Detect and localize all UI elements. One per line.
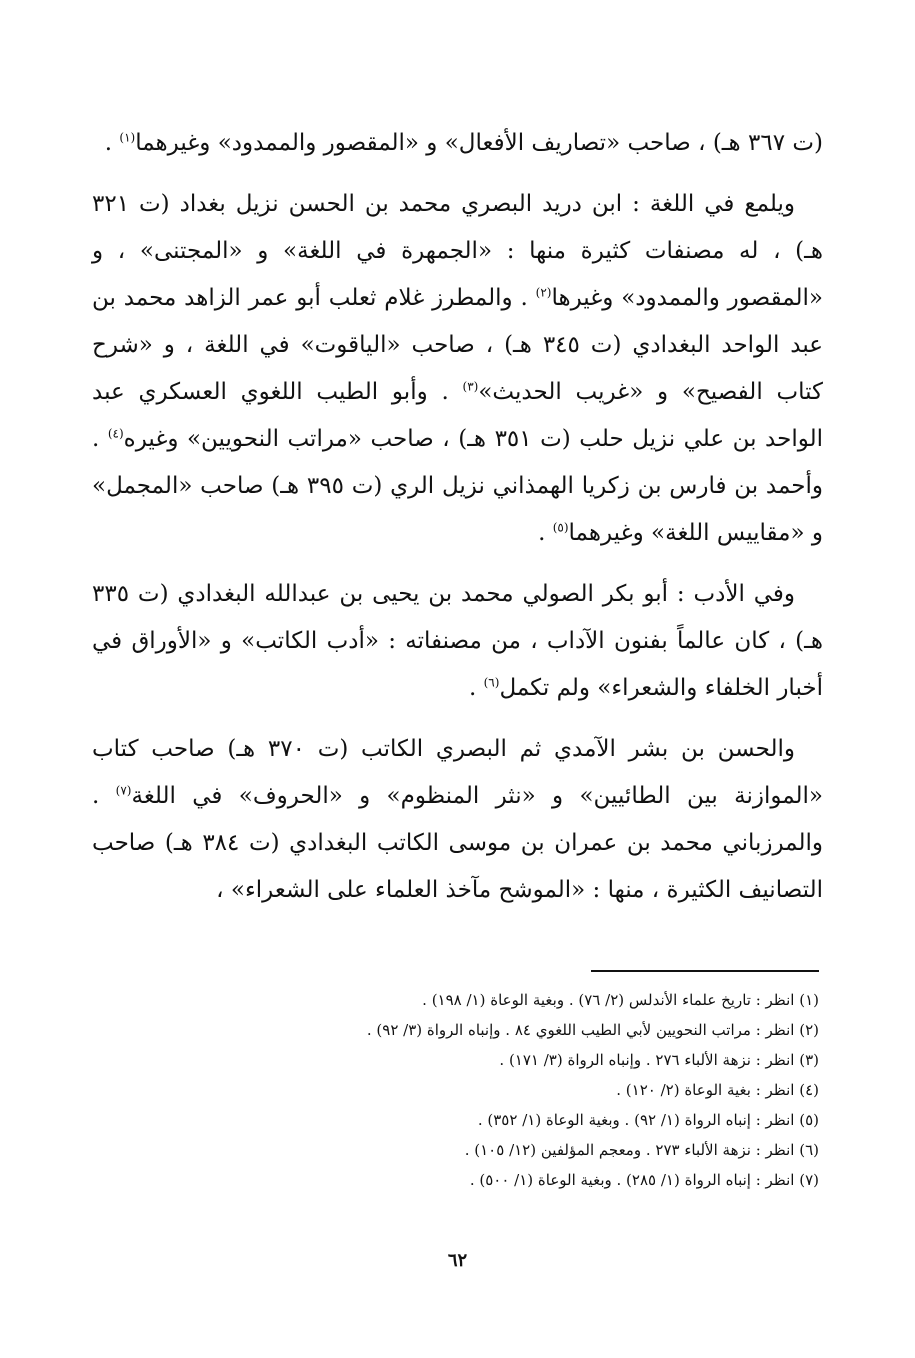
paragraph-text: وفي الأدب : أبو بكر الصولي محمد بن يحيى بن عبدالله البغدادي (ت ٣٣٥ هـ) ، كان عالماً بفنون الآداب ، من مصنفاته : «أدب الكاتب» و «الأوراق في أخبار الخلفاء والشعراء» ولم تكمل (92, 581, 823, 701)
footnote-marker: (٥) (552, 520, 569, 535)
footnote-5: (٥) انظر : إنباه الرواة (١/ ٩٢) . وبغية الوعاة (١/ ٣٥٢) . (477, 1111, 819, 1129)
paragraph-text: (ت ٣٦٧ هـ) ، صاحب «تصاريف الأفعال» و «المقصور والممدود» وغيرهما (135, 130, 823, 156)
footnote-6: (٦) انظر : نزهة الألباء ٢٧٣ . ومعجم المؤلفين (١٢/ ١٠٥) . (464, 1141, 819, 1159)
page-number: ٦٢ (447, 1250, 468, 1271)
paragraph-text: . وأحمد بن فارس بن زكريا الهمذاني نزيل الري (ت ٣٩٥ هـ) صاحب «المجمل» و «مقاييس اللغة» وغيرهما (92, 426, 823, 546)
paragraph-text: والحسن بن بشر الآمدي ثم البصري الكاتب (ت ٣٧٠ هـ) صاحب كتاب «الموازنة بين الطائيين» و «نثر المنظوم» و «الحروف» في اللغة (92, 736, 824, 809)
paragraph-text: ويلمع في اللغة : ابن دريد البصري محمد بن الحسن نزيل بغداد (ت ٣٢١ هـ) ، له مصنفات كثيرة منها : «الجمهرة في اللغة» و «المجتنى» ، و «المقصور والممدود» وغيرها (92, 191, 824, 311)
paragraph-text: . والمرزباني محمد بن عمران بن موسى الكاتب البغدادي (ت ٣٨٤ هـ) صاحب التصانيف الكثيرة ، منها : «الموشح مآخذ العلماء على الشعراء» ، (92, 783, 823, 903)
paragraph-4 (92, 726, 823, 914)
footnote-marker: (٧) (115, 783, 132, 798)
footnote-2: (٢) انظر : مراتب النحويين لأبي الطيب اللغوي ٨٤ . وإنباه الرواة (٣/ ٩٢) . (366, 1021, 819, 1039)
footnotes (92, 985, 819, 1195)
main-text (92, 120, 823, 928)
paragraph-text: . (468, 675, 484, 701)
paragraph-text: . (104, 130, 120, 156)
footnote-marker: (٢) (535, 285, 552, 300)
footnote-4: (٤) انظر : بغية الوعاة (٢/ ١٢٠) . (616, 1081, 819, 1099)
paragraph-3 (92, 571, 823, 712)
footnote-marker: (١) (119, 130, 136, 145)
footnote-marker: (٤) (107, 426, 124, 441)
footnote-marker: (٣) (462, 379, 479, 394)
paragraph-text: . وأبو الطيب اللغوي العسكري عبد الواحد بن علي نزيل حلب (ت ٣٥١ هـ) ، صاحب «مراتب النحويين» وغيره (92, 379, 824, 452)
paragraph-2 (92, 181, 823, 557)
footnote-3: (٣) انظر : نزهة الألباء ٢٧٦ . وإنباه الرواة (٣/ ١٧١) . (499, 1051, 819, 1069)
footnote-1: (١) انظر : تاريخ علماء الأندلس (٢/ ٧٦) . وبغية الوعاة (١/ ١٩٨) . (422, 991, 819, 1009)
paragraph-text: . (538, 520, 553, 546)
footnote-separator (591, 970, 819, 972)
paragraph-1 (92, 120, 823, 167)
footnote-7: (٧) انظر : إنباه الرواة (١/ ٢٨٥) . وبغية الوعاة (١/ ٥٠٠) . (469, 1171, 819, 1189)
paragraph-text: . والمطرز غلام ثعلب أبو عمر الزاهد محمد بن عبد الواحد البغدادي (ت ٣٤٥ هـ) ، صاحب «الياقوت» في اللغة ، و «شرح كتاب الفصيح» و «غريب الحديث» (92, 285, 824, 405)
footnote-marker: (٦) (483, 675, 500, 690)
